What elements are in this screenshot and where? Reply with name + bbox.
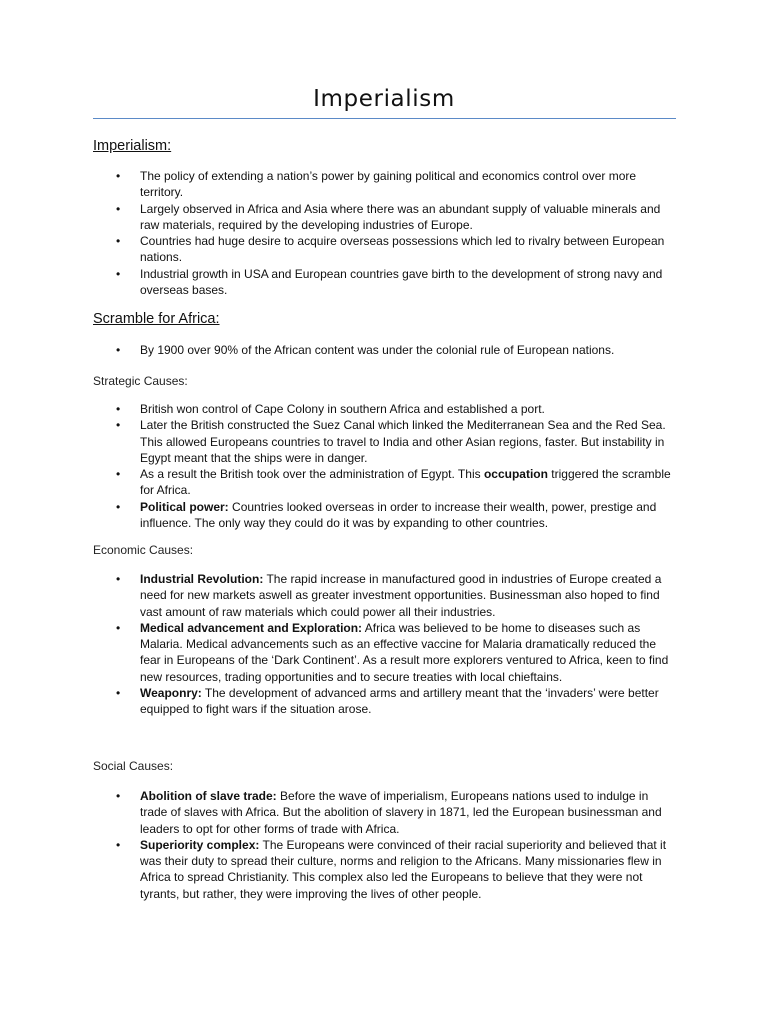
- list-item: • Countries had huge desire to acquire overseas possessions which led to rivalry between European nations.: [0, 233, 675, 266]
- list-item: • Industrial Revolution: The rapid increase in manufactured good in industries of Europe created a need for new markets aswell as greater investment opportunities. Businessman also hoped to find vast amount of raw materials which could power all their industries.: [0, 571, 675, 620]
- label-economic-causes: Economic Causes:: [93, 543, 194, 557]
- heading-imperialism: Imperialism:: [93, 138, 172, 154]
- economic-list: [0, 571, 675, 718]
- list-item: • By 1900 over 90% of the African content was under the colonial rule of European nations.: [0, 342, 675, 358]
- list-item: • As a result the British took over the administration of Egypt. This occupation triggered the scramble for Africa.: [0, 466, 675, 499]
- list-item: • Industrial growth in USA and European countries gave birth to the development of strong navy and overseas bases.: [0, 266, 675, 299]
- label-social-causes: Social Causes:: [93, 759, 174, 773]
- list-item: • Superiority complex: The Europeans were convinced of their racial superiority and believed that it was their duty to spread their culture, norms and religion to the Africans. Many missionaries flew in Africa to spread Christianity. This complex also led the Europeans to believe that they were not tyrants, but rather, they were improving the lives of other people.: [0, 837, 675, 902]
- title-underline-rule: [93, 118, 676, 119]
- imperialism-list: [0, 168, 675, 298]
- list-item: • British won control of Cape Colony in southern Africa and established a port.: [0, 401, 675, 417]
- heading-scramble-for-africa: Scramble for Africa:: [93, 311, 220, 327]
- scramble-list: [0, 342, 675, 358]
- label-strategic-causes: Strategic Causes:: [93, 374, 188, 388]
- list-item: • Abolition of slave trade: Before the wave of imperialism, Europeans nations used to indulge in trade of slaves with Africa. But the abolition of slavery in 1871, led the European businessman and leaders to opt for other forms of trade with Africa.: [0, 788, 675, 837]
- list-item: • Weaponry: The development of advanced arms and artillery meant that the ‘invaders’ were better equipped to fight wars if the situation arose.: [0, 685, 675, 718]
- list-item: • Largely observed in Africa and Asia where there was an abundant supply of valuable minerals and raw materials, required by the developing industries of Europe.: [0, 201, 675, 234]
- list-item: • Political power: Countries looked overseas in order to increase their wealth, power, prestige and influence. The only way they could do it was by expanding to other countries.: [0, 499, 675, 532]
- page-title: Imperialism: [313, 86, 455, 112]
- social-list: [0, 788, 675, 902]
- list-item: • Medical advancement and Exploration: Africa was believed to be home to diseases such as Malaria. Medical advancements such as an effective vaccine for Malaria dramatically reduced the fear in Europeans of the ‘Dark Continent’. As a result more explorers ventured to Africa, keen to find new resources, trading opportunities and to secure treaties with local chieftains.: [0, 620, 675, 685]
- strategic-list: [0, 401, 675, 531]
- list-item: • Later the British constructed the Suez Canal which linked the Mediterranean Sea and the Red Sea. This allowed Europeans countries to travel to India and other Asian regions, faster. But instability in Egypt meant that the ships were in danger.: [0, 417, 675, 466]
- list-item: • The policy of extending a nation’s power by gaining political and economics control over more territory.: [0, 168, 675, 201]
